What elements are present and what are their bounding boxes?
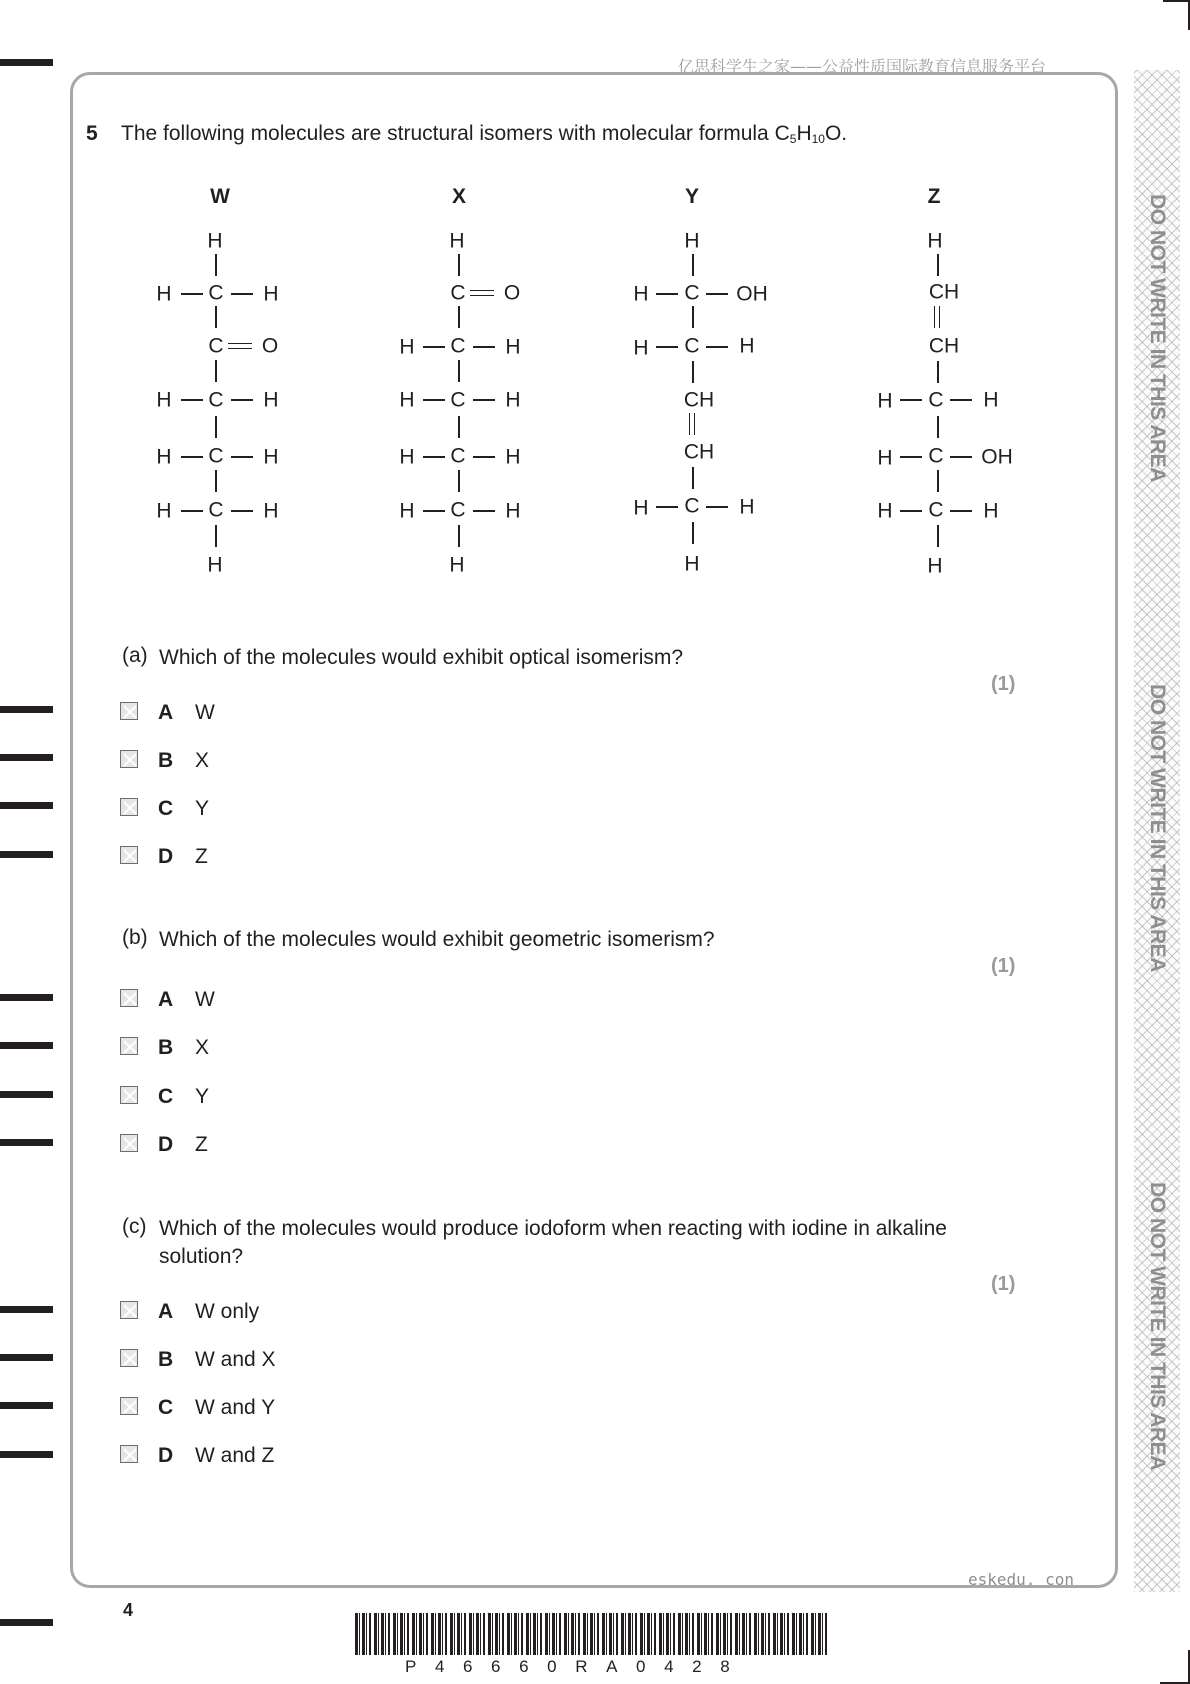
atom: C	[450, 444, 466, 468]
atom: H	[633, 496, 649, 520]
option-letter: B	[158, 1348, 174, 1371]
option-letter: D	[158, 1444, 174, 1467]
atom: C	[684, 334, 700, 358]
option-text: W and Z	[195, 1444, 275, 1467]
option-letter: C	[158, 1085, 174, 1108]
atom: H	[449, 229, 465, 253]
atom: C	[684, 281, 700, 305]
do-not-write-warning: DO NOT WRITE IN THIS AREA	[1146, 1182, 1169, 1470]
part-text: Which of the molecules would exhibit geometric isomerism?	[159, 928, 715, 951]
atom: OH	[736, 282, 768, 306]
bond	[706, 293, 728, 295]
atom: H	[156, 499, 172, 523]
atom: H	[877, 446, 893, 470]
checkbox-cross-icon[interactable]	[120, 702, 138, 720]
bond	[656, 506, 678, 508]
checkbox-cross-icon[interactable]	[120, 1134, 138, 1152]
atom: C	[208, 444, 224, 468]
atom: C	[928, 444, 944, 468]
bond	[458, 360, 460, 382]
checkbox-cross-icon[interactable]	[120, 989, 138, 1007]
atom: H	[739, 334, 755, 358]
atom: CH	[928, 280, 960, 304]
do-not-write-warning: DO NOT WRITE IN THIS AREA	[1146, 194, 1169, 482]
atom: O	[261, 334, 279, 358]
question-number: 5	[86, 122, 98, 145]
atom: C	[928, 388, 944, 412]
barcode-text: P46660RA0428	[405, 1657, 749, 1676]
atom: C	[208, 498, 224, 522]
bond	[937, 416, 939, 438]
marks-indicator: (1)	[991, 955, 1016, 977]
atom: H	[505, 335, 521, 359]
bond	[950, 456, 972, 458]
margin-marker	[0, 1139, 53, 1146]
part-label: (c)	[122, 1215, 147, 1238]
margin-marker	[0, 1451, 53, 1458]
margin-marker	[0, 706, 53, 713]
bond	[215, 306, 217, 328]
margin-marker	[0, 754, 53, 761]
option-letter: A	[158, 701, 174, 724]
bond	[937, 361, 939, 383]
atom: H	[505, 499, 521, 523]
bond	[181, 399, 203, 401]
atom: H	[505, 445, 521, 469]
formula-h: H	[796, 122, 812, 145]
atom: H	[399, 388, 415, 412]
formula-subscript: 10	[811, 132, 825, 146]
atom: H	[399, 335, 415, 359]
margin-marker	[0, 851, 53, 858]
bond	[215, 470, 217, 492]
option-text: X	[195, 1036, 210, 1059]
bond	[937, 254, 939, 276]
atom: H	[399, 499, 415, 523]
bond	[215, 525, 217, 547]
do-not-write-warning: DO NOT WRITE IN THIS AREA	[1146, 684, 1169, 972]
option-text: Z	[195, 845, 208, 868]
bond	[458, 470, 460, 492]
option-letter: C	[158, 797, 174, 820]
margin-marker	[0, 59, 53, 66]
bond	[231, 293, 253, 295]
bond	[900, 399, 922, 401]
bond	[692, 361, 694, 383]
atom: H	[684, 229, 700, 253]
crop-mark	[1163, 0, 1190, 2]
bond	[900, 456, 922, 458]
atom: O	[503, 281, 521, 305]
bond	[937, 525, 939, 547]
bond	[423, 456, 445, 458]
bond	[458, 416, 460, 438]
watermark: eskedu. con	[968, 1570, 1074, 1589]
bond	[231, 399, 253, 401]
bond	[181, 293, 203, 295]
bond	[458, 254, 460, 276]
checkbox-cross-icon[interactable]	[120, 1445, 138, 1463]
bond	[473, 456, 495, 458]
atom: H	[263, 388, 279, 412]
atom: OH	[981, 445, 1013, 469]
option-text: Z	[195, 1133, 208, 1156]
page-number: 4	[123, 1600, 134, 1620]
checkbox-cross-icon[interactable]	[120, 798, 138, 816]
atom: H	[449, 553, 465, 577]
option-text: W and Y	[195, 1396, 276, 1419]
margin-marker	[0, 1042, 53, 1049]
atom: C	[208, 388, 224, 412]
bond	[473, 346, 495, 348]
atom: H	[633, 336, 649, 360]
checkbox-cross-icon[interactable]	[120, 1349, 138, 1367]
double-bond	[228, 343, 252, 349]
atom: H	[505, 388, 521, 412]
bond	[950, 399, 972, 401]
margin-marker	[0, 1354, 53, 1361]
option-letter: D	[158, 1133, 174, 1156]
atom: H	[207, 553, 223, 577]
atom: H	[684, 552, 700, 576]
bond	[692, 254, 694, 276]
atom: CH	[683, 440, 715, 464]
atom: H	[156, 445, 172, 469]
option-letter: D	[158, 845, 174, 868]
option-letter: A	[158, 988, 174, 1011]
margin-marker	[0, 1402, 53, 1409]
atom: C	[928, 498, 944, 522]
formula-o: O.	[824, 122, 848, 145]
atom: C	[450, 281, 466, 305]
bond	[458, 525, 460, 547]
option-text: X	[195, 749, 210, 772]
margin-marker	[0, 994, 53, 1001]
double-bond	[689, 413, 695, 435]
option-text: Y	[195, 797, 210, 820]
checkbox-cross-icon[interactable]	[120, 1397, 138, 1415]
option-letter: C	[158, 1396, 174, 1419]
marks-indicator: (1)	[991, 673, 1016, 695]
double-bond	[470, 290, 494, 296]
checkbox-cross-icon[interactable]	[120, 1086, 138, 1104]
bond	[423, 399, 445, 401]
bond	[706, 506, 728, 508]
checkbox-cross-icon[interactable]	[120, 1037, 138, 1055]
bond	[473, 399, 495, 401]
question-stem	[121, 122, 847, 146]
atom: CH	[928, 334, 960, 358]
marks-indicator: (1)	[991, 1273, 1016, 1295]
atom: C	[208, 334, 224, 358]
atom: H	[877, 499, 893, 523]
atom: C	[684, 494, 700, 518]
bond	[473, 510, 495, 512]
molecule-label: X	[451, 185, 467, 208]
bond	[692, 522, 694, 544]
bond	[215, 254, 217, 276]
atom: H	[983, 499, 999, 523]
bond	[900, 510, 922, 512]
bond	[231, 456, 253, 458]
atom: H	[263, 282, 279, 306]
atom: H	[156, 282, 172, 306]
bond	[215, 360, 217, 382]
checkbox-cross-icon[interactable]	[120, 750, 138, 768]
atom: H	[983, 388, 999, 412]
atom: C	[450, 334, 466, 358]
bond	[231, 510, 253, 512]
margin-marker	[0, 1619, 53, 1626]
site-banner: 亿思科学生之家——公益性质国际教育信息服务平台	[678, 57, 1047, 76]
bond	[181, 456, 203, 458]
molecule-label: W	[210, 185, 230, 208]
atom: H	[927, 229, 943, 253]
option-letter: B	[158, 749, 174, 772]
atom: H	[207, 229, 223, 253]
bond	[706, 346, 728, 348]
atom: H	[877, 389, 893, 413]
bond	[950, 510, 972, 512]
option-text: W and X	[195, 1348, 276, 1371]
bond	[215, 416, 217, 438]
margin-marker	[0, 1306, 53, 1313]
bond	[423, 510, 445, 512]
option-text: W	[195, 701, 215, 724]
option-letter: B	[158, 1036, 174, 1059]
bond	[656, 293, 678, 295]
part-label: (a)	[122, 644, 148, 667]
option-text: W	[195, 988, 215, 1011]
atom: C	[450, 388, 466, 412]
atom: C	[208, 281, 224, 305]
atom: C	[450, 498, 466, 522]
double-bond	[934, 306, 940, 328]
atom: H	[739, 495, 755, 519]
bond	[458, 306, 460, 328]
atom: H	[927, 554, 943, 578]
part-text: Which of the molecules would produce iodoform when reacting with iodine in alkaline solution?	[159, 1217, 947, 1268]
margin-marker	[0, 1091, 53, 1098]
option-text: W only	[195, 1300, 260, 1323]
barcode	[355, 1613, 827, 1655]
atom: H	[263, 499, 279, 523]
bond	[181, 510, 203, 512]
option-text: Y	[195, 1085, 210, 1108]
bond	[692, 467, 694, 489]
option-letter: A	[158, 1300, 174, 1323]
bond	[937, 470, 939, 492]
part-text: Which of the molecules would exhibit optical isomerism?	[159, 646, 684, 669]
atom: H	[263, 445, 279, 469]
atom: CH	[683, 388, 715, 412]
checkbox-cross-icon[interactable]	[120, 1301, 138, 1319]
molecule-label: Y	[684, 185, 700, 208]
bond	[656, 346, 678, 348]
stem-text: The following molecules are structural isomers with molecular formula C	[121, 122, 790, 145]
checkbox-cross-icon[interactable]	[120, 846, 138, 864]
atom: H	[156, 388, 172, 412]
atom: H	[399, 445, 415, 469]
formula-subscript: 5	[789, 132, 797, 146]
bond	[423, 346, 445, 348]
molecule-label: Z	[927, 185, 941, 208]
atom: H	[633, 282, 649, 306]
margin-marker	[0, 802, 53, 809]
part-label: (b)	[122, 926, 148, 949]
bond	[692, 306, 694, 328]
